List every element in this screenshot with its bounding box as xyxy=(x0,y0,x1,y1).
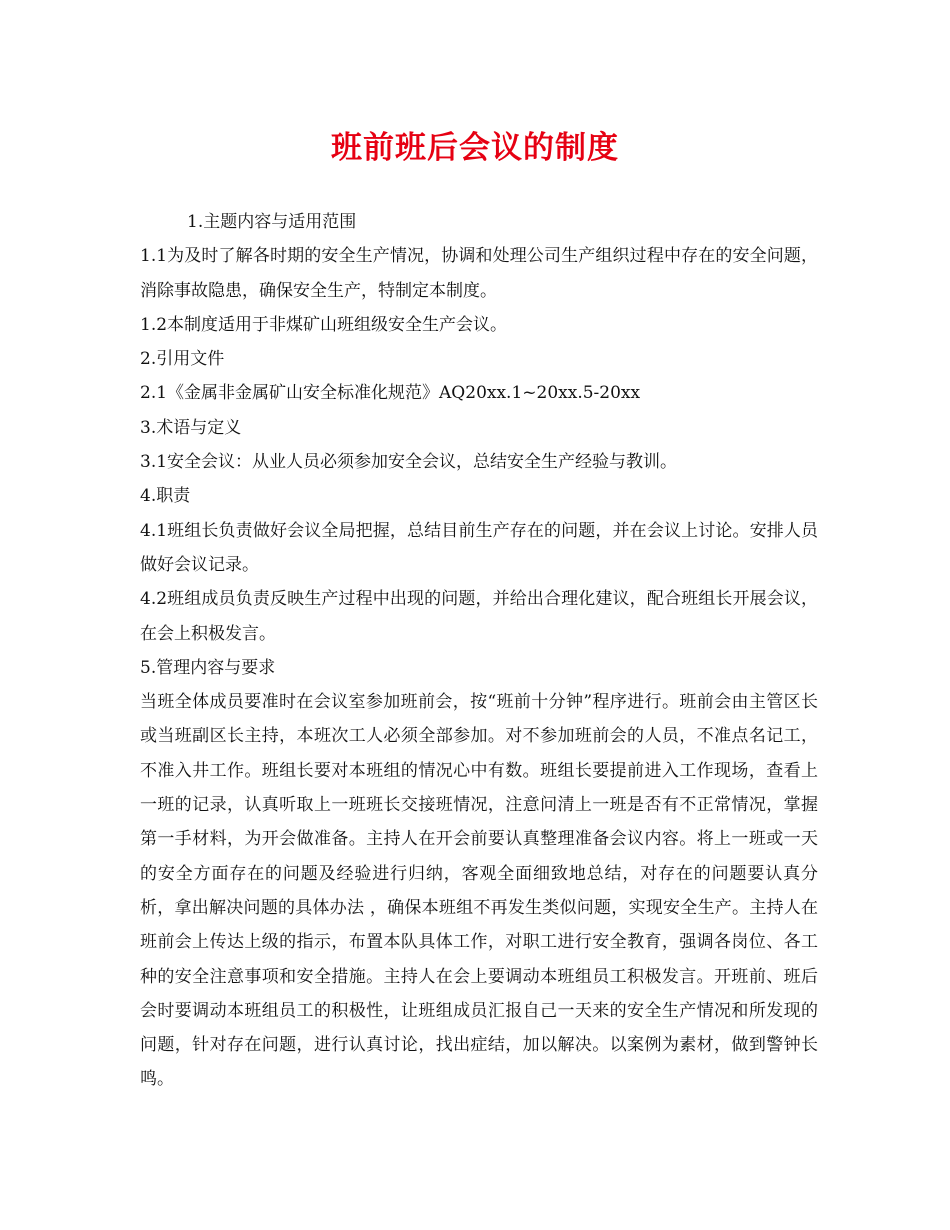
section-heading-5: 5.管理内容与要求 xyxy=(140,657,276,678)
clause-1-2: 1.2本制度适用于非煤矿山班组级安全生产会议。 xyxy=(140,314,508,335)
clause-2-1: 2.1《金属非金属矿山安全标准化规范》AQ20xx.1~20xx.5-20xx xyxy=(140,383,641,404)
section-heading-4: 4.职责 xyxy=(140,486,191,507)
section-heading-2: 2.引用文件 xyxy=(140,349,225,370)
section-heading-3: 3.术语与定义 xyxy=(140,417,242,438)
page-title: 班前班后会议的制度 xyxy=(331,130,619,166)
clause-3-1: 3.1安全会议：从业人员必须参加安全会议，总结安全生产经验与教训。 xyxy=(140,452,678,473)
document-body xyxy=(140,205,818,1097)
clause-4-1: 4.1班组长负责做好会议全局把握，总结目前生产存在的问题，并在会议上讨论。安排人员做好会议记录。 xyxy=(140,520,818,575)
clause-1-1: 1.1为及时了解各时期的安全生产情况，协调和处理公司生产组织过程中存在的安全问题，消除事故隐患，确保安全生产，特制定本制度。 xyxy=(140,246,818,301)
clause-4-2: 4.2班组成员负责反映生产过程中出现的问题，并给出合理化建议，配合班组长开展会议，在会上积极发言。 xyxy=(140,589,818,644)
body-paragraph: 当班全体成员要准时在会议室参加班前会，按“班前十分钟”程序进行。班前会由主管区长或当班副区长主持，本班次工人必须全部参加。对不参加班前会的人员，不准点名记工，不准入井工作。班组长要对本班组的情况心中有数。班组长要提前进入工作现场，查看上一班的记录，认真听取上一班班长交接班情况，注意问清上一班是否有不正常情况，掌握第一手材料，为开会做准备。主持人在开会前要认真整理准备会议内容。将上一班或一天的安全方面存在的问题及经验进行归纳，客观全面细致地总结，对存在的问题要认真分析，拿出解决问题的具体办法 ，确保本班组不再发生类似问题，实现安全生产。主持人在班前会上传达上级的指示，布置本队具体工作，对职工进行安全教育，强调各岗位、各工种的安全注意事项和安全措施。主持人在会上要调动本班组员工积极发言。开班前、班后会时要调动本班组员工的积极性，让班组成员汇报自己一天来的安全生产情况和所发现的问题，针对存在问题，进行认真讨论，找出症结，加以解决。以案例为素材，做到警钟长鸣。 xyxy=(140,692,818,1090)
section-heading-1: 1.主题内容与适用范围 xyxy=(187,212,357,232)
